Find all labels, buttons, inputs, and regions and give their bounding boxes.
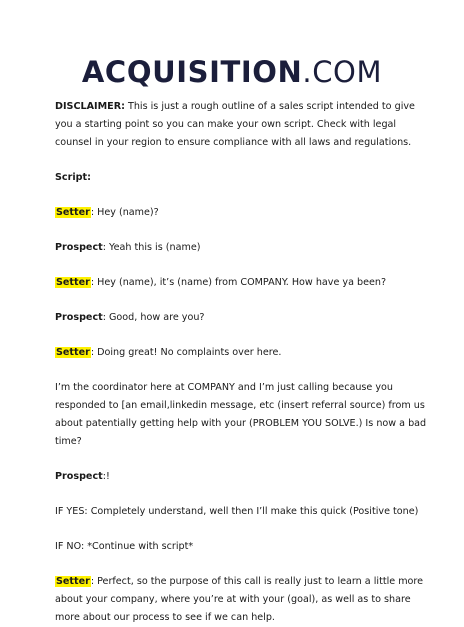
speaker-prospect: Prospect [55, 312, 103, 323]
speaker-setter-highlight: Setter [56, 576, 90, 587]
dialogue-text: : Hey (name)? [90, 207, 159, 218]
disclaimer-label: DISCLAIMER: [55, 101, 125, 112]
disclaimer-paragraph [55, 98, 427, 152]
script-heading: Script: [55, 172, 91, 183]
dialogue-line-setter-1 [55, 204, 427, 222]
dialogue-text: : Perfect, so the purpose of this call is really just to learn a little more about your company, where you’re at with your (goal), as well as to share more about our process to see if we can help. [55, 576, 424, 623]
dialogue-text: : Good, how are you? [102, 312, 205, 323]
speaker-setter-highlight: Setter [56, 347, 90, 358]
dialogue-text: : Hey (name), it’s (name) from COMPANY. How have ya been? [90, 277, 387, 288]
logo-wordmark: ACQUISITION [81, 55, 303, 89]
script-document [55, 98, 427, 627]
dialogue-line-setter-4 [55, 573, 427, 627]
if-no-branch: IF NO: *Continue with script* [55, 541, 194, 552]
speaker-prospect: Prospect [55, 242, 103, 253]
dialogue-line-setter-2 [55, 274, 427, 292]
dialogue-text: : Doing great! No complaints over here. [90, 347, 282, 358]
dialogue-line-prospect-1 [55, 239, 427, 257]
disclaimer-text: This is just a rough outline of a sales script intended to give you a starting point so you can make your own script. Check with legal counsel in your region to ensure compliance with all laws and regulations. [55, 101, 415, 148]
dialogue-line-prospect-2 [55, 309, 427, 327]
dialogue-text: : Yeah this is (name) [102, 242, 201, 253]
logo-domain-suffix: .COM [302, 55, 383, 89]
dialogue-line-prospect-3 [55, 468, 427, 486]
coordinator-paragraph: I’m the coordinator here at COMPANY and I’m just calling because you responded to [an email,linkedin message, etc (insert referral source) from us about patentially getting help with your (PROBLEM YOU SOLVE.) Is now a bad time? [55, 382, 427, 447]
dialogue-text: :! [102, 471, 110, 482]
if-yes-branch: IF YES: Completely understand, well then I’ll make this quick (Positive tone) [55, 506, 419, 517]
speaker-setter-highlight: Setter [56, 207, 90, 218]
dialogue-line-setter-3 [55, 344, 427, 362]
acquisition-logo [0, 55, 464, 89]
speaker-prospect: Prospect [55, 471, 103, 482]
speaker-setter-highlight: Setter [56, 277, 90, 288]
